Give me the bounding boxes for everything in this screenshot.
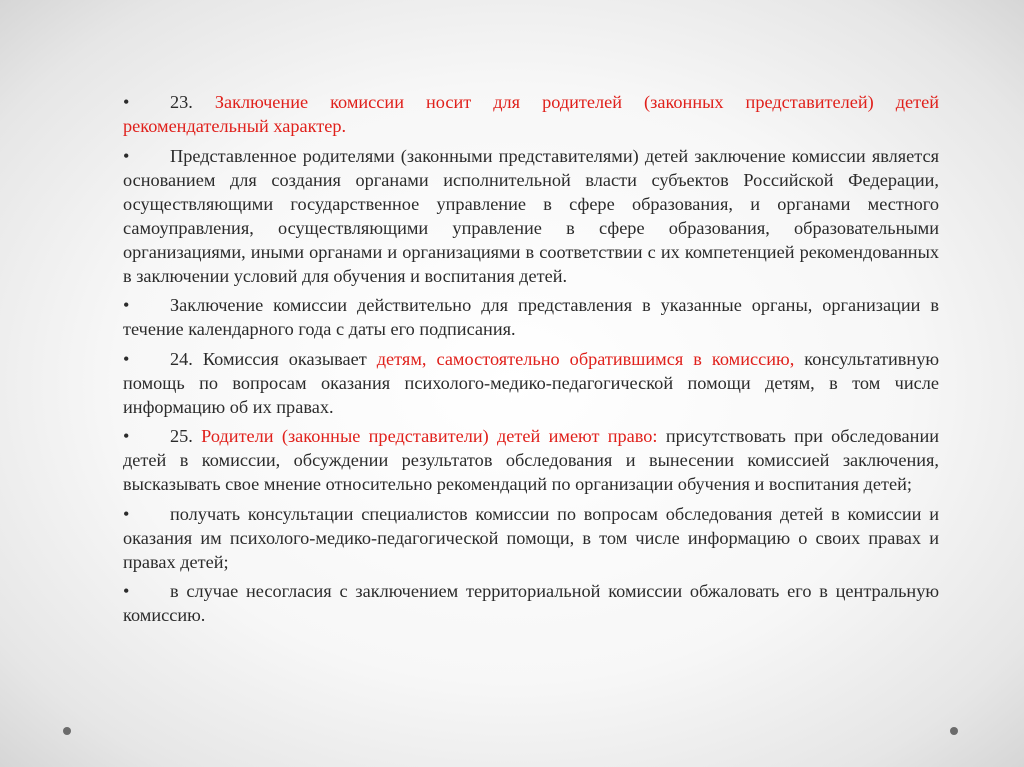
bullet-marker: •	[123, 426, 130, 446]
paragraph-23-conclusion-advisory	[123, 90, 939, 138]
text-segment: получать консультации специалистов комиссии по вопросам обследования детей в комиссии и оказания им психолого-медико-педагогической помощи, в том числе информацию о своих правах и правах детей;	[123, 503, 939, 572]
bullet-marker: •	[123, 348, 130, 369]
paragraph-conclusion-basis	[123, 144, 939, 288]
highlighted-text: детям, самостоятельно обратившимся в комиссию,	[376, 348, 795, 369]
text-segment: консультативную помощь по вопросам оказания психолого-медико-педагогической помощи детям, в том числе информацию об их правах.	[123, 348, 939, 417]
bullet-marker: •	[123, 503, 130, 524]
decorative-dot-left	[63, 727, 71, 735]
text-segment: 24. Комиссия оказывает	[170, 348, 377, 369]
bullet-marker: •	[123, 295, 130, 315]
slide-content	[123, 90, 939, 627]
bullet-marker: •	[123, 92, 130, 112]
decorative-dot-right	[950, 727, 958, 735]
text-segment: присутствовать при обследовании детей в комиссии, обсуждении результатов обследования и вынесении комиссией заключения, высказывать свое мнение относительно рекомендаций по организации обучения и воспитания детей;	[123, 426, 940, 494]
text-segment: 23.	[170, 92, 215, 112]
paragraph-appeal	[123, 579, 939, 627]
highlighted-text: Родители (законные представители) детей имеют право:	[201, 426, 658, 446]
paragraph-conclusion-validity	[123, 293, 939, 341]
paragraph-receive-consultations	[123, 502, 939, 574]
bullet-marker: •	[123, 581, 130, 601]
text-segment: Заключение комиссии действительно для представления в указанные органы, организации в течение календарного года с даты его подписания.	[123, 295, 939, 339]
bullet-marker: •	[123, 145, 130, 166]
text-segment: Представленное родителями (законными представителями) детей заключение комиссии является основанием для создания органами исполнительной власти субъектов Российской Федерации, осуществляющими государственное управление в сфере образования, и органами местного самоуправления, осуществляющими управление в сфере образования, образовательными организациями, иными органами и организациями в соответствии с их компетенцией рекомендованных в заключении условий для обучения и воспитания детей.	[123, 145, 939, 286]
paragraph-24-consultative-help	[123, 347, 939, 419]
paragraph-25-parents-rights	[123, 424, 939, 496]
highlighted-text: Заключение комиссии носит для родителей (законных представителей) детей рекомендательный характер.	[123, 92, 939, 136]
text-segment: 25.	[170, 426, 202, 446]
text-segment: в случае несогласия с заключением территориальной комиссии обжаловать его в центральную комиссию.	[123, 581, 939, 625]
